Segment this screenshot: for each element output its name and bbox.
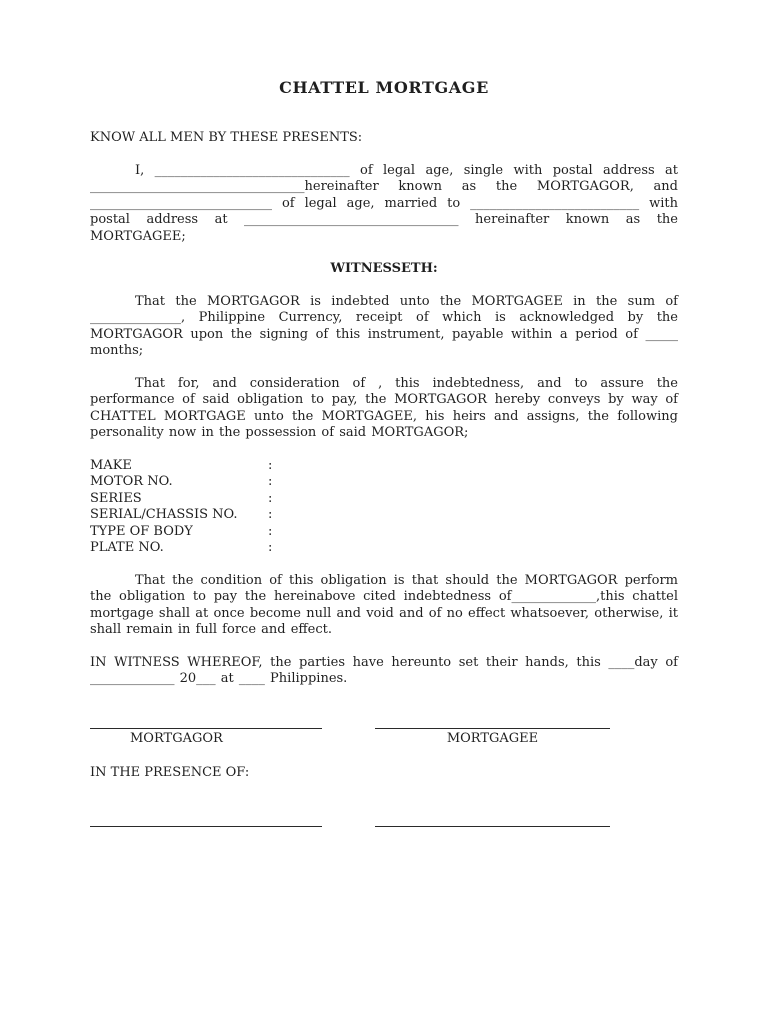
document-title: CHATTEL MORTGAGE	[279, 78, 489, 97]
vehicle-row-series	[90, 491, 678, 508]
vehicle-row-plate-no	[90, 540, 678, 557]
vehicle-row-make	[90, 458, 678, 475]
condition-paragraph: That the condition of this obligation is that should the MORTGAGOR perform the obligation to pay the hereinabove cited indebtedness of_____________,this chattel mortgage shall at once become null and void and of no effect whatsoever, otherwise, it shall remain in full force and effect.	[90, 572, 678, 637]
vehicle-label: TYPE OF BODY	[90, 523, 193, 539]
witness-left-signature-line	[90, 826, 322, 827]
vehicle-colon: :	[268, 523, 273, 539]
vehicle-label: SERIES	[90, 490, 142, 506]
mortgagor-signature-column	[90, 728, 322, 748]
vehicle-colon: :	[268, 490, 273, 506]
in-witness-paragraph: IN WITNESS WHEREOF, the parties have hereunto set their hands, this ____day of _____________ 20___ at ____ Philippines.	[90, 654, 678, 686]
vehicle-row-motor-no	[90, 474, 678, 491]
witness-left-column	[90, 826, 322, 827]
signature-block	[90, 728, 678, 748]
mortgagee-signature-label: MORTGAGEE	[446, 730, 539, 746]
vehicle-colon: :	[268, 507, 273, 522]
intro-paragraph: I, ______________________________ of legal age, single with postal address at _________________________________hereinafter known as the MORTGAGOR, and ____________________________ of legal age, married to __________________________ with postal address at _________________________________ hereinafter known as the MORTGAGEE;	[90, 162, 678, 244]
vehicle-label: SERIAL/CHASSIS NO.	[90, 507, 238, 522]
vehicle-label: MAKE	[90, 457, 132, 473]
vehicle-label: PLATE NO.	[90, 540, 164, 555]
vehicle-colon: :	[268, 474, 273, 489]
consideration-paragraph: That for, and consideration of , this indebtedness, and to assure the performance of said obligation to pay, the MORTGAGOR hereby conveys by way of CHATTEL MORTGAGE unto the MORTGAGEE, his heirs and assigns, the following personality now in the possession of said MORTGAGOR;	[90, 375, 678, 440]
mortgagor-signature-label: MORTGAGOR	[130, 730, 223, 746]
mortgagee-signature-column	[375, 728, 610, 748]
vehicle-row-type-of-body	[90, 524, 678, 541]
witness-right-column	[375, 826, 610, 827]
witness-signature-block	[90, 826, 678, 827]
vehicle-description-list	[90, 458, 678, 557]
indebtedness-paragraph: That the MORTGAGOR is indebted unto the MORTGAGEE in the sum of ______________, Philippine Currency, receipt of which is acknowledged by the MORTGAGOR upon the signing of this instrument, payable within a period of _____ months;	[90, 293, 678, 358]
witnesseth-heading: WITNESSETH:	[330, 261, 438, 276]
presence-heading: IN THE PRESENCE OF:	[90, 765, 250, 780]
opening-line: KNOW ALL MEN BY THESE PRESENTS:	[90, 130, 363, 145]
vehicle-label: MOTOR NO.	[90, 474, 173, 489]
vehicle-colon: :	[268, 540, 273, 555]
witness-right-signature-line	[375, 826, 610, 827]
vehicle-row-serial-chassis-no	[90, 507, 678, 524]
vehicle-colon: :	[268, 457, 273, 473]
